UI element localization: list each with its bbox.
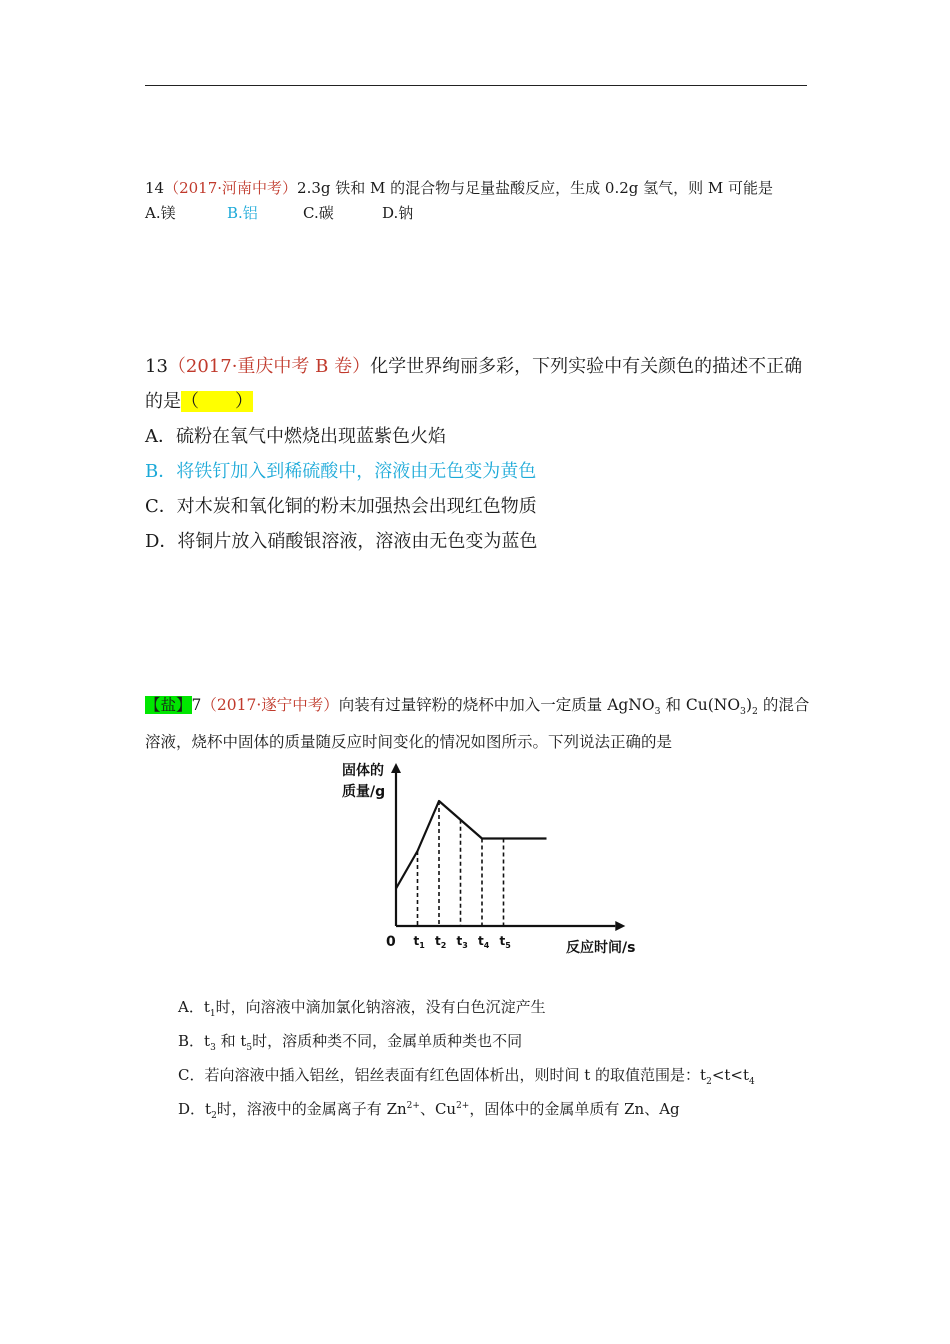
q7-stem-a: 向装有过量锌粉的烧杯中加入一定质量 AgNO xyxy=(338,696,655,714)
q7-stem-b: 和 Cu(NO xyxy=(660,696,741,714)
q7-stem-line1 xyxy=(145,687,815,724)
x-tick-label-t1: $t_1$ xyxy=(413,934,425,950)
q13 xyxy=(145,349,815,559)
q13-answer-blank: （ ） xyxy=(181,391,253,412)
q7-tag: 【盐】 xyxy=(145,696,192,714)
q13-option-d: D．将铜片放入硝酸银溶液，溶液由无色变为蓝色 xyxy=(145,531,538,552)
q13-stem-line2 xyxy=(145,384,815,419)
q14-option-d: D.钠 xyxy=(382,204,414,222)
q14-number: 14 xyxy=(145,179,165,197)
q14-stem xyxy=(145,177,773,198)
q7-option-c: C．若向溶液中插入铝丝，铝丝表面有红色固体析出，则时间 t 的取值范围是：$t_2<t<t_4$ xyxy=(178,1066,755,1087)
x-tick-label-t2: $t_2$ xyxy=(435,934,447,950)
q14-option-c: C.碳 xyxy=(303,204,334,222)
y-axis-arrow xyxy=(391,763,401,773)
q7-option-a: A．$t_1$时，向溶液中滴加氯化钠溶液，没有白色沉淀产生 xyxy=(178,998,546,1019)
chart-xlabel: 反应时间/s xyxy=(566,940,636,956)
x-tick-label-t4: $t_4$ xyxy=(478,934,490,950)
q7-option-b: B．$t_3$ 和 $t_5$时，溶质种类不同，金属单质种类也不同 xyxy=(178,1032,523,1053)
q7-stem-c: ) xyxy=(745,696,753,714)
q7-sub: 2 xyxy=(752,706,758,718)
q13-option-a: A．硫粉在氧气中燃烧出现蓝紫色火焰 xyxy=(145,426,446,447)
q7-options xyxy=(178,990,818,1126)
q7-source: （2017·遂宁中考） xyxy=(201,696,339,714)
x-axis-arrow xyxy=(615,921,625,931)
q13-stem-line1 xyxy=(145,349,815,384)
q14-source: （2017·河南中考） xyxy=(164,179,298,197)
header-rule xyxy=(145,85,807,86)
chart-axes xyxy=(391,763,625,931)
q7-stem-d: 的混合 xyxy=(757,696,810,714)
chart-ylabel-line1: 固体的 xyxy=(342,763,384,779)
q14-option-b: B.铝 xyxy=(227,204,258,222)
q13-option-b: B．将铁钉加入到稀硫酸中，溶液由无色变为黄色 xyxy=(145,461,537,482)
q13-stem-text: 化学世界绚丽多彩，下列实验中有关颜色的描述不正确 xyxy=(370,356,803,377)
q13-option-c: C．对木炭和氧化铜的粉末加强热会出现红色物质 xyxy=(145,496,537,517)
q7-sub: 3 xyxy=(654,706,661,718)
q14-stem-text: 2.3g 铁和 M 的混合物与足量盐酸反应，生成 0.2g 氢气，则 M 可能是 xyxy=(297,179,774,197)
q14-option-a: A.镁 xyxy=(145,204,176,222)
q7 xyxy=(145,687,815,761)
q7-sub: 3 xyxy=(740,706,746,718)
chart-origin-label: 0 xyxy=(386,934,396,950)
q13-stem-text2: 的是 xyxy=(145,391,181,412)
x-tick-label-t5: $t_5$ xyxy=(499,934,511,950)
mass-series-line xyxy=(396,801,547,889)
chart-ylabel-line2: 质量/g xyxy=(342,784,386,800)
q13-number: 13 xyxy=(145,356,168,377)
q13-source: （2017·重庆中考 B 卷） xyxy=(167,356,371,377)
chart-series xyxy=(396,801,547,889)
q7-stem-line2: 溶液，烧杯中固体的质量随反应时间变化的情况如图所示。下列说法正确的是 xyxy=(145,733,673,751)
x-tick-label-t3: $t_3$ xyxy=(456,934,468,950)
q7-option-d: D．$t_2$时，溶液中的金属离子有 $Zn^{2+}$、$Cu^{2+}$，固体中的金属单质有 Zn、Ag xyxy=(178,1100,680,1121)
q14-options xyxy=(145,202,413,223)
q7-number: 7 xyxy=(191,696,202,714)
mass-time-chart xyxy=(330,755,660,965)
